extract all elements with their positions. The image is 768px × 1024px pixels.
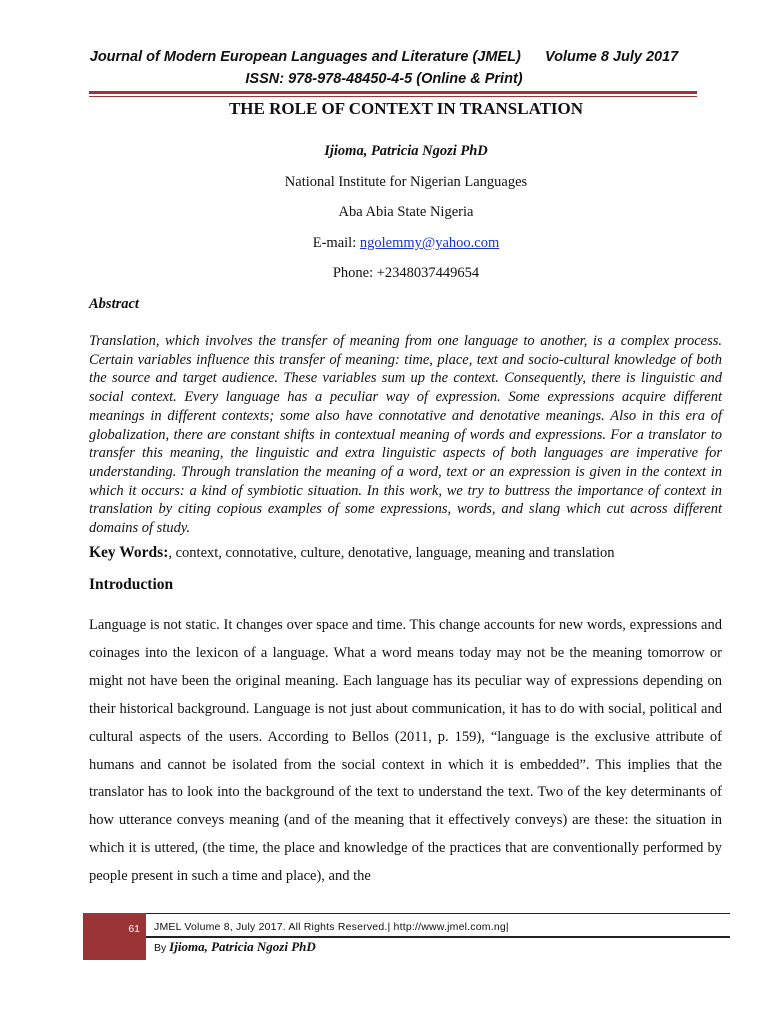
page-number-box [83,913,146,960]
footer-byline [154,939,316,955]
journal-header-line1: Journal of Modern European Languages and Literature (JMEL) Volume 8 July 2017 [89,49,679,65]
keywords-label: Key Words: [89,544,169,561]
keywords-line [89,544,615,562]
page-number: 61 [128,923,140,935]
email-label: E-mail: [312,235,360,251]
author-location: Aba Abia State Nigeria [338,204,474,220]
header-rule-thin [89,96,697,97]
author-email [0,235,768,252]
abstract-heading: Abstract [89,296,139,312]
author-phone: Phone: +2348037449654 [332,265,480,281]
footer-by-label: By [154,942,170,954]
journal-header-issn: ISSN: 978-978-48450-4-5 (Online & Print) [245,71,523,87]
footer-rule-top [146,913,730,914]
header-rule-thick [89,91,697,94]
author-institution: National Institute for Nigerian Languages [284,174,528,190]
footer-rule-bottom [146,936,730,938]
footer-author: Ijioma, Patricia Ngozi PhD [169,939,316,954]
introduction-text: Language is not static. It changes over space and time. This change accounts for new words, expressions and coinages into the lexicon of a language. What a word means today may not be the meaning tomorrow or might not have been the original meaning. Each language has its peculiar way of expressions depending on their historical background. Language is not just about communication, it has to do with social, political and cultural aspects of the users. According to Bellos (2011, p. 159), “language is the exclusive attribute of humans and cannot be isolated from the social context in which it is embedded”. This implies that the translator has to look into the background of the text to understand the text. Two of the key determinants of how utterance conveys meaning (and of the meaning that it effectively conveys) are these: the situation in which it is uttered, (the time, the place and knowledge of the practices that are conventionally performed by people present in such a time and place), and the [89,617,722,885]
email-link[interactable]: ngolemmy@yahoo.com [359,235,500,251]
introduction-heading: Introduction [89,576,174,593]
keywords-text: , context, connotative, culture, denotative, language, meaning and translation [168,545,615,561]
abstract-text: Translation, which involves the transfer of meaning from one language to another, is a complex process. Certain variables influence this transfer of meaning: time, place, text and socio-cultural knowledge of both the source and target audience. These variables sum up the context. Consequently, there is linguistic and social context. Every language has a peculiar way of expression. Some expressions acquire different meanings in different contexts; some also have connotative and denotative meanings. Also in this era of globalization, there are constant shifts in contextual meaning of words and expressions. For a translator to transfer this meaning, the linguistic and extra linguistic aspects of both languages are imperative for understanding. Through translation the meaning of a word, text or an expression is given in the context in which it occurs: a kind of symbiotic situation. In this work, we try to buttress the importance of context in translation by citing copious examples of some expressions, words, and slang which cut across different domains of study. [89,333,722,537]
article-title: THE ROLE OF CONTEXT IN TRANSLATION [228,99,584,118]
author-name: Ijioma, Patricia Ngozi PhD [324,143,488,159]
footer-rights: JMEL Volume 8, July 2017. All Rights Reserved.| http://www.jmel.com.ng| [154,921,509,933]
